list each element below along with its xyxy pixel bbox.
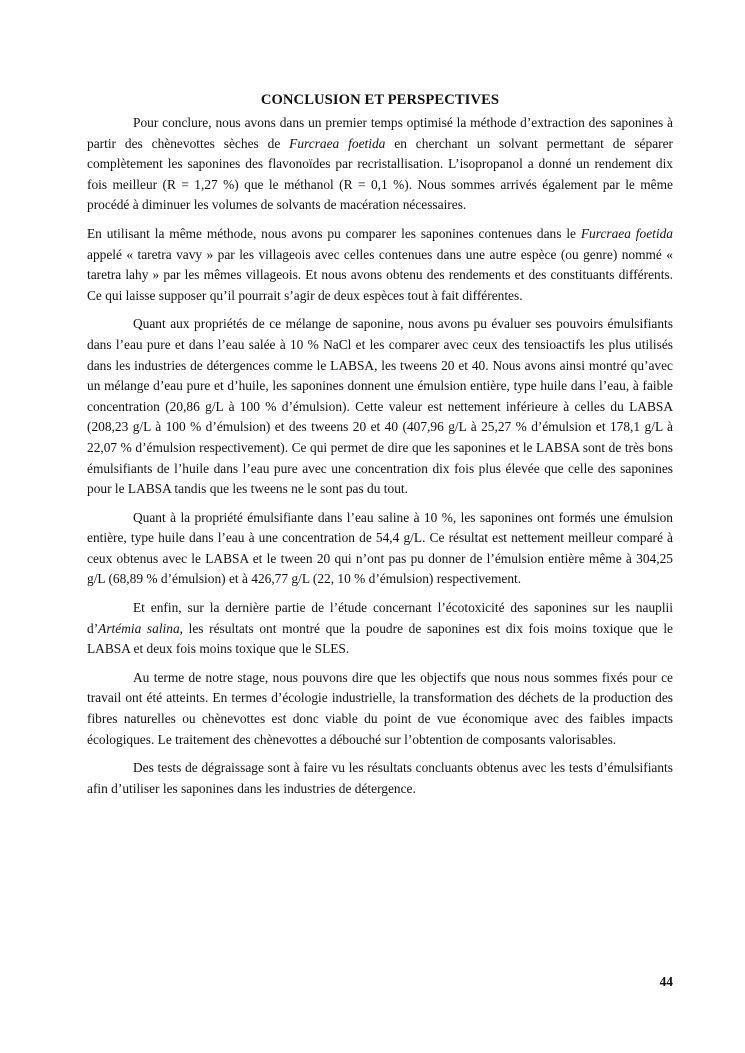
paragraph-2 <box>87 224 673 306</box>
paragraph-3: Quant aux propriétés de ce mélange de saponine, nous avons pu évaluer ses pouvoirs émulsifiants dans l’eau pure et dans l’eau salée à 10 % NaCl et les comparer avec ceux des tensioactifs les plus utilisés dans les industries de détergences comme le LABSA, les tweens 20 et 40. Nous avons ainsi montré qu’avec un mélange d’eau pure et d’huile, les saponines donnent une émulsion entière, type huile dans l’eau, à faible concentration (20,86 g/L à 100 % d’émulsion). Cette valeur est nettement inférieure à celles du LABSA (208,23 g/L à 100 % d’émulsion) et des tweens 20 et 40 (407,96 g/L à 25,27 % d’émulsion et 178,1 g/L à 22,07 % d’émulsion respectivement). Ce qui permet de dire que les saponines et le LABSA sont de très bons émulsifiants de l’huile dans l’eau pure avec une concentration dix fois plus élevée que celle des saponines pour le LABSA tandis que les tweens ne le sont pas du tout. <box>87 316 673 497</box>
species-name: Furcraea foetida <box>289 135 386 151</box>
document-body <box>87 90 673 807</box>
paragraph-1-text-b: en cherchant un solvant permettant de séparer complètement les saponines des flavonoïdes par recristallisation. L’isopropanol a donné un rendement dix fois meilleur (R = 1,27 %) que le méthanol (R = 0,1 %). Nous sommes arrivés également par le même procédé à diminuer les volumes de solvants de macération nécessaires. <box>87 135 673 213</box>
species-name: Artémia salina <box>98 620 180 636</box>
paragraph-1 <box>87 113 673 216</box>
paragraph-1-text-a: Pour conclure, nous avons dans un premier temps optimisé la méthode d’extraction des saponines à partir des chènevottes sèches de <box>87 115 673 151</box>
page-title: CONCLUSION ET PERSPECTIVES <box>260 92 500 108</box>
paragraph-5-text-b: , les résultats ont montré que la poudre de saponines est dix fois moins toxique que le LABSA et deux fois moins toxique que le SLES. <box>87 620 673 657</box>
page-number: 44 <box>659 974 673 989</box>
paragraph-6: Au terme de notre stage, nous pouvons dire que les objectifs que nous nous sommes fixés pour ce travail ont été atteints. En termes d’écologie industrielle, la transformation des déchets de la production des fibres naturelles ou chènevottes est donc viable du point de vue économique avec des faibles impacts écologiques. Le traitement des chènevottes a débouché sur l’obtention de composants valorisables. <box>87 669 673 747</box>
species-name: Furcraea foetida <box>580 225 673 241</box>
paragraph-4: Quant à la propriété émulsifiante dans l’eau saline à 10 %, les saponines ont formés une émulsion entière, type huile dans l’eau à une concentration de 54,4 g/L. Ce résultat est nettement meilleur comparé à ceux obtenus avec le LABSA et le tween 20 qui n’ont pas pu donner de l’émulsion entière même à 304,25 g/L (68,89 % d’émulsion) et à 426,77 g/L (22, 10 % d’émulsion) respectivement. <box>87 509 673 587</box>
paragraph-7: Des tests de dégraissage sont à faire vu les résultats concluants obtenus avec les tests d’émulsifiants afin d’utiliser les saponines dans les industries de détergence. <box>87 760 673 796</box>
paragraph-5 <box>87 598 673 660</box>
paragraph-5-text-a: Et enfin, sur la dernière partie de l’étude concernant l’écotoxicité des saponines sur les nauplii d’ <box>87 600 673 636</box>
paragraph-2-text-a: En utilisant la même méthode, nous avons pu comparer les saponines contenues dans le <box>87 225 581 241</box>
paragraph-2-text-b: appelé « taretra vavy » par les villageois avec celles contenues dans une autre espèce (ou genre) nommé « taretra lahy » par les mêmes villageois. Et nous avons obtenu des rendements et des constituants différents. Ce qui laisse supposer qu’il pourrait s’agir de deux espèces tout à fait différentes. <box>87 246 673 303</box>
